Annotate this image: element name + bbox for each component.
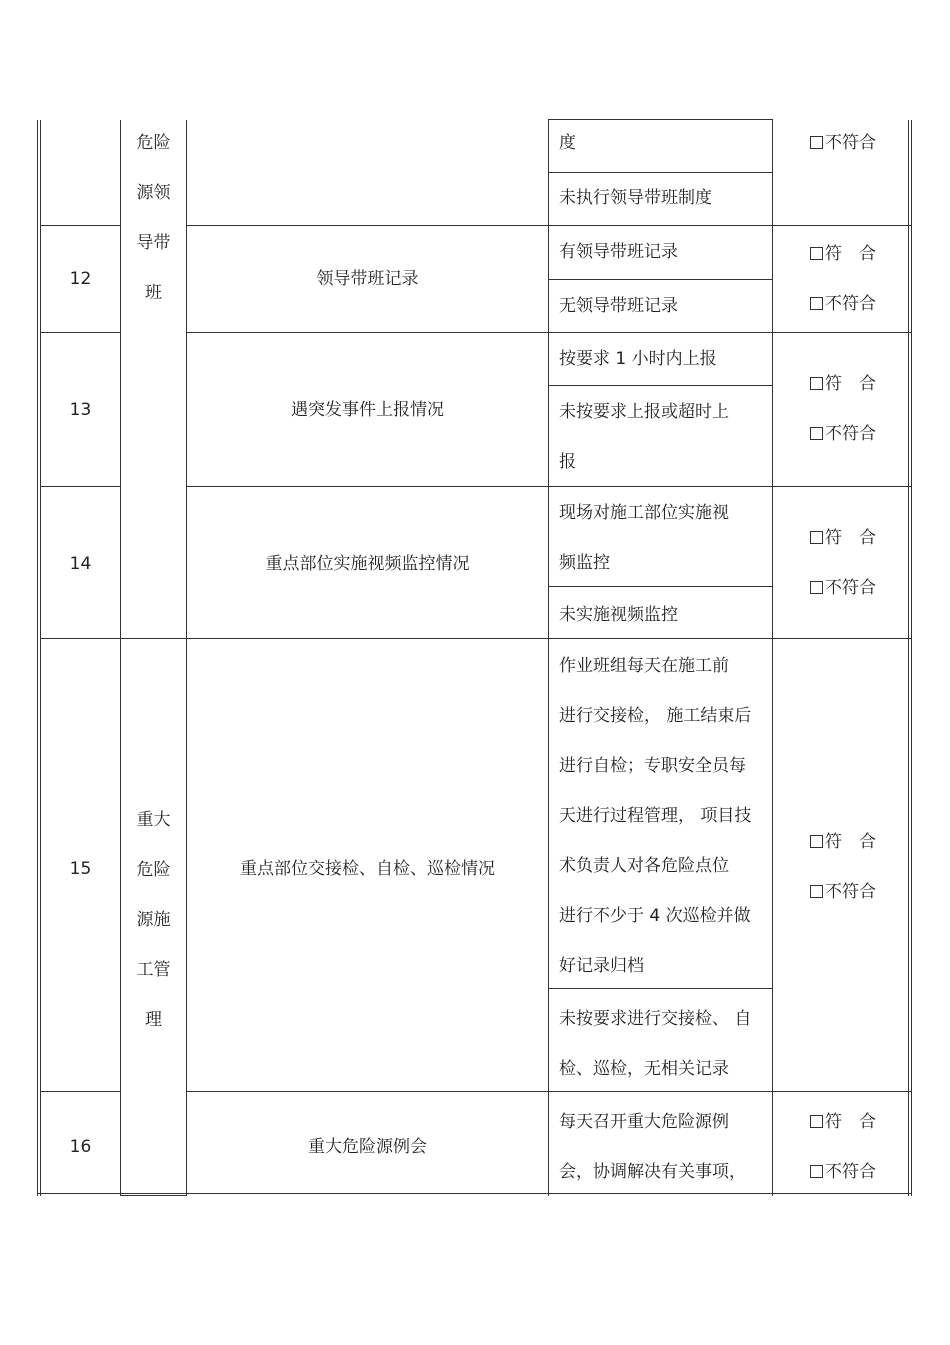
standard-text: 现场对施工部位实施视 <box>559 503 729 523</box>
standard-text: 进行自检；专职安全员每 <box>559 756 746 776</box>
check-option-noncompliant[interactable] <box>810 409 876 459</box>
row-sep-14-top-a <box>40 486 121 487</box>
check-label: 不符合 <box>825 294 876 314</box>
check-label: 不符合 <box>825 424 876 444</box>
std-sep-14 <box>548 586 773 587</box>
check-label: 符 合 <box>825 832 876 852</box>
item-text: 重大危险源例会 <box>308 1137 427 1157</box>
category-bottom <box>120 1195 187 1196</box>
item-text: 遇突发事件上报情况 <box>291 400 444 420</box>
checkbox-icon <box>810 297 823 310</box>
std-sep-12 <box>548 279 773 280</box>
standard-text: 进行不少于 4 次巡检并做 <box>559 906 751 926</box>
standard-text: 术负责人对各危险点位 <box>559 856 729 876</box>
standard-text: 未实施视频监控 <box>559 605 678 625</box>
row-number: 16 <box>69 1137 92 1157</box>
std-sep-cont <box>548 172 773 173</box>
row-sep-12-top-a <box>40 225 121 226</box>
row-number: 15 <box>69 859 92 879</box>
check-label: 不符合 <box>825 882 876 902</box>
category-line: 源施 <box>136 910 171 930</box>
item-text: 重点部位交接检、自检、巡检情况 <box>240 859 495 879</box>
checkbox-icon <box>810 885 823 898</box>
row-sep-13-top-b <box>186 332 911 333</box>
check-option-noncompliant[interactable] <box>810 867 876 917</box>
col-sep-standard <box>772 120 773 1196</box>
category-line: 导带 <box>136 233 171 253</box>
check-label: 符 合 <box>825 244 876 264</box>
standard-text: 进行交接检， 施工结束后 <box>559 706 752 726</box>
standard-text: 作业班组每天在施工前 <box>559 656 729 676</box>
table-bottom <box>37 1193 912 1194</box>
category-line: 理 <box>145 1010 162 1030</box>
checkbox-icon <box>810 531 823 544</box>
check-label: 符 合 <box>825 374 876 394</box>
standard-top-line <box>548 119 773 120</box>
category-line: 危险 <box>136 133 171 153</box>
table-border-left <box>37 120 38 1196</box>
standard-text: 好记录归档 <box>559 956 644 976</box>
row-number: 14 <box>69 554 92 574</box>
checkbox-icon <box>810 247 823 260</box>
category-line: 班 <box>145 283 162 303</box>
check-option-compliant[interactable] <box>810 1097 876 1147</box>
standard-text: 会，协调解决有关事项， <box>559 1162 746 1182</box>
check-label: 不符合 <box>825 578 876 598</box>
row-sep-16-top-b <box>186 1091 911 1092</box>
checkbox-icon <box>810 581 823 594</box>
check-label: 符 合 <box>825 1112 876 1132</box>
category-line: 源领 <box>136 183 171 203</box>
category-leader-duty <box>121 118 186 318</box>
standard-text: 报 <box>559 452 576 472</box>
row-number: 12 <box>69 269 92 289</box>
row-number: 13 <box>69 400 92 420</box>
standard-text: 未执行领导带班制度 <box>559 188 712 208</box>
checkbox-icon <box>810 1115 823 1128</box>
standard-text: 频监控 <box>559 553 610 573</box>
check-label: 不符合 <box>825 1162 876 1182</box>
checkbox-icon <box>810 427 823 440</box>
standard-text: 每天召开重大危险源例 <box>559 1112 729 1132</box>
standard-text: 天进行过程管理， 项目技 <box>559 806 752 826</box>
check-option-noncompliant[interactable] <box>810 1147 876 1197</box>
standard-text: 度 <box>559 133 576 153</box>
check-option-compliant[interactable] <box>810 359 876 409</box>
category-line: 工管 <box>136 960 171 980</box>
row-sep-13-top-a <box>40 332 121 333</box>
standard-text: 有领导带班记录 <box>559 242 678 262</box>
checkbox-icon <box>810 835 823 848</box>
check-option-compliant[interactable] <box>810 817 876 867</box>
category-line: 危险 <box>136 860 171 880</box>
check-option-compliant[interactable] <box>810 229 876 279</box>
check-option-noncompliant[interactable] <box>810 563 876 613</box>
standard-text: 检、巡检，无相关记录 <box>559 1059 729 1079</box>
row-sep-16-top-a <box>40 1091 121 1092</box>
category-major-hazard <box>121 795 186 1045</box>
check-option-noncompliant[interactable] <box>810 118 876 168</box>
item-text: 领导带班记录 <box>316 269 419 289</box>
check-option-noncompliant[interactable] <box>810 279 876 329</box>
row-sep-15-top <box>40 638 911 639</box>
std-sep-13 <box>548 385 773 386</box>
table-border-right <box>908 120 909 1196</box>
standard-text: 无领导带班记录 <box>559 296 678 316</box>
checkbox-icon <box>810 1165 823 1178</box>
standard-text: 未按要求上报或超时上 <box>559 402 729 422</box>
check-option-compliant[interactable] <box>810 513 876 563</box>
col-sep-item <box>548 120 549 1196</box>
check-label: 符 合 <box>825 528 876 548</box>
item-text: 重点部位实施视频监控情况 <box>265 554 470 574</box>
row-sep-14-top-b <box>186 486 911 487</box>
checkbox-icon <box>810 136 823 149</box>
standard-text: 未按要求进行交接检、 自 <box>559 1009 752 1029</box>
table-border-right-inner <box>911 120 912 1196</box>
category-line: 重大 <box>136 810 171 830</box>
std-sep-15 <box>548 988 773 989</box>
checkbox-icon <box>810 377 823 390</box>
row-sep-12-top-b <box>186 225 911 226</box>
check-label: 不符合 <box>825 133 876 153</box>
standard-text: 按要求 1 小时内上报 <box>559 349 717 369</box>
